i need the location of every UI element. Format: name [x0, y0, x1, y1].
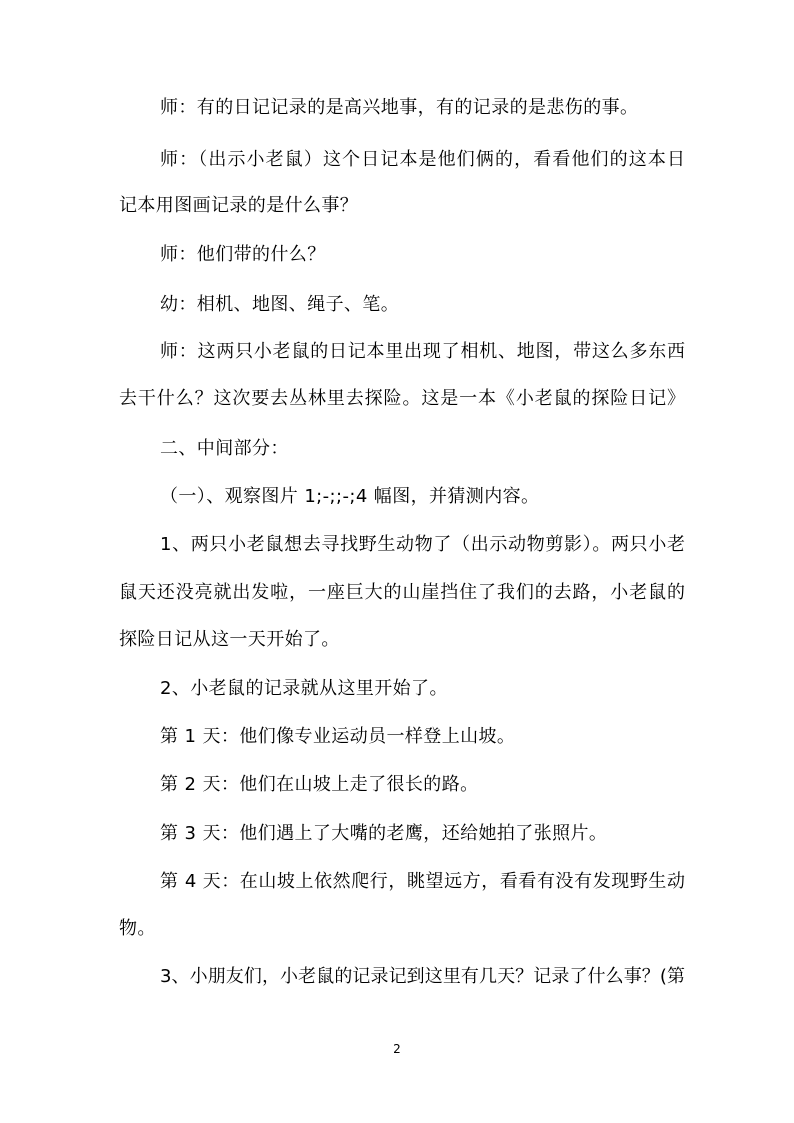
paragraph-line: 3、小朋友们，小老鼠的记录记到这里有几天？记录了什么事？(第 — [160, 966, 685, 987]
paragraph-line: 幼：相机、地图、绳子、笔。 — [160, 294, 400, 315]
paragraph-line: 探险日记从这一天开始了。 — [119, 629, 340, 650]
paragraph-line: 师：有的日记记录的是高兴地事，有的记录的是悲伤的事。 — [160, 97, 639, 118]
paragraph-line: 鼠天还没亮就出发啦，一座巨大的山崖挡住了我们的去路，小老鼠的 — [119, 582, 685, 603]
paragraph-line: 第 2 天：他们在山坡上走了很长的路。 — [160, 774, 479, 795]
page-number: 2 — [393, 1042, 401, 1056]
paragraph-line: 去干什么？这次要去丛林里去探险。这是一本《小老鼠的探险日记》 — [119, 388, 685, 409]
paragraph-line: 第 4 天：在山坡上依然爬行，眺望远方，看看有没有发现野生动 — [160, 871, 685, 892]
section-heading: 二、中间部分： — [160, 438, 289, 459]
paragraph-line: 师：（出示小老鼠）这个日记本是他们俩的，看看他们的这本日 — [160, 149, 685, 170]
paragraph-line: 师：他们带的什么？ — [160, 244, 326, 265]
paragraph-line: 第 1 天：他们像专业运动员一样登上山坡。 — [160, 726, 516, 747]
paragraph-line: 师：这两只小老鼠的日记本里出现了相机、地图，带这么多东西 — [160, 341, 685, 362]
paragraph-line: 2、小老鼠的记录就从这里开始了。 — [160, 678, 448, 699]
paragraph-line: 1、两只小老鼠想去寻找野生动物了（出示动物剪影）。两只小老 — [160, 534, 685, 555]
paragraph-line: 记本用图画记录的是什么事？ — [119, 195, 359, 216]
paragraph-line: （一）、观察图片 1;-;;-;4 幅图，并猜测内容。 — [160, 486, 540, 507]
paragraph-line: 第 3 天：他们遇上了大嘴的老鹰，还给她拍了张照片。 — [160, 823, 608, 844]
paragraph-line: 物。 — [119, 918, 156, 939]
